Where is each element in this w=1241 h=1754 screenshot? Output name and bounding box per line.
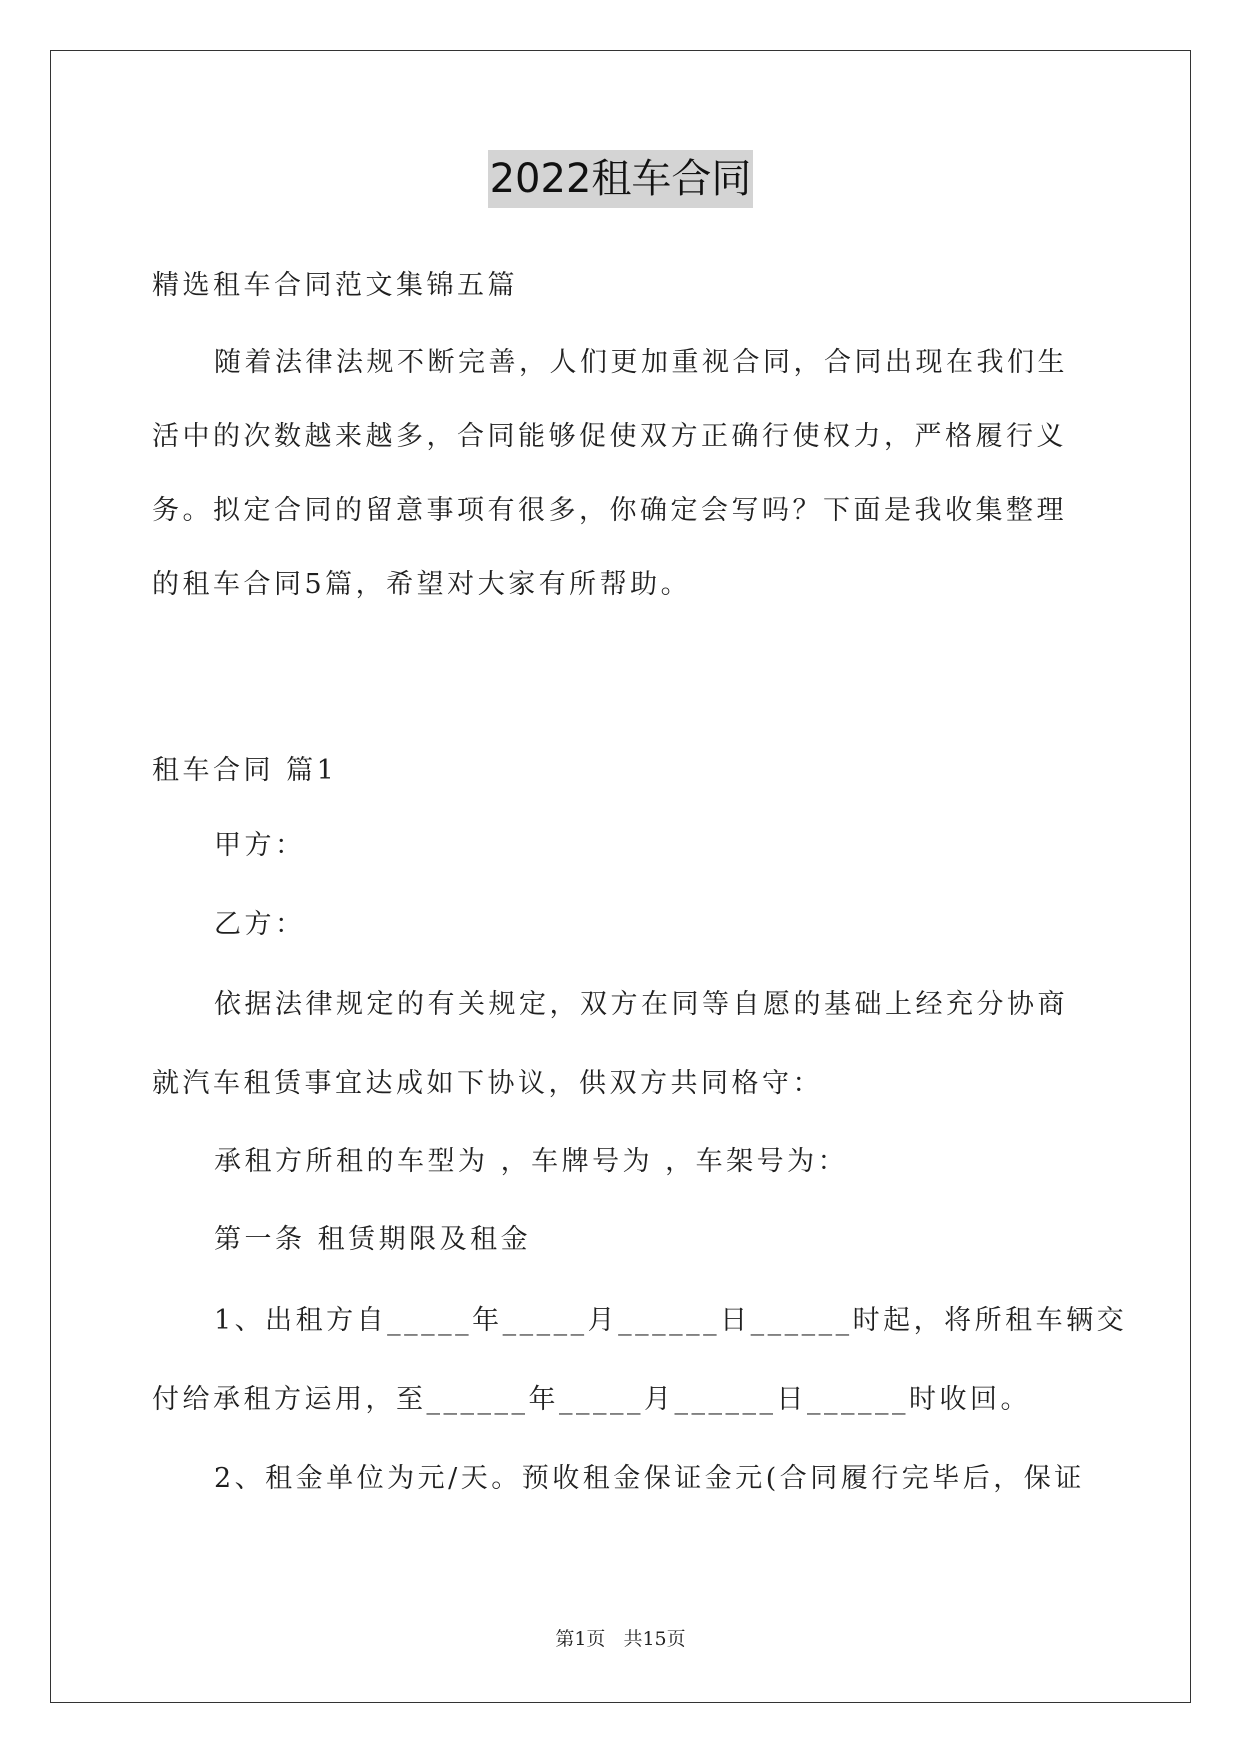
title-container [0,150,1241,208]
intro-line-4: 的租车合同5篇，希望对大家有所帮助。 [152,569,692,600]
intro-line-3: 务。拟定合同的留意事项有很多，你确定会写吗？下面是我收集整理 [152,495,1067,526]
section-heading: 租车合同 篇1 [152,755,338,786]
page-total: 共15页 [623,1628,686,1650]
clause-1-line-1: 1、出租方自_____年_____月______日______时起，将所租车辆交 [214,1305,1128,1336]
agreement-line-2: 就汽车租赁事宜达成如下协议，供双方共同格守： [152,1068,823,1099]
page-footer [0,1626,1241,1652]
intro-line-2: 活中的次数越来越多，合同能够促使双方正确行使权力，严格履行义 [152,421,1067,452]
subtitle: 精选租车合同范文集锦五篇 [152,270,518,301]
document-title: 2022租车合同 [488,150,754,208]
clause-2-line-1: 2、租金单位为元/天。预收租金保证金元(合同履行完毕后，保证 [214,1463,1085,1494]
article-1-heading: 第一条 租赁期限及租金 [214,1224,532,1255]
vehicle-info-line: 承租方所租的车型为 ，车牌号为 ，车架号为： [214,1146,849,1177]
clause-1-line-2: 付给承租方运用，至______年_____月______日______时收回。 [152,1384,1031,1415]
intro-line-1: 随着法律法规不断完善，人们更加重视合同，合同出现在我们生 [214,347,1068,378]
party-b-label: 乙方： [214,909,306,940]
party-a-label: 甲方： [214,830,306,861]
page-number: 第1页 [555,1628,606,1650]
agreement-line-1: 依据法律规定的有关规定，双方在同等自愿的基础上经充分协商 [214,989,1068,1020]
